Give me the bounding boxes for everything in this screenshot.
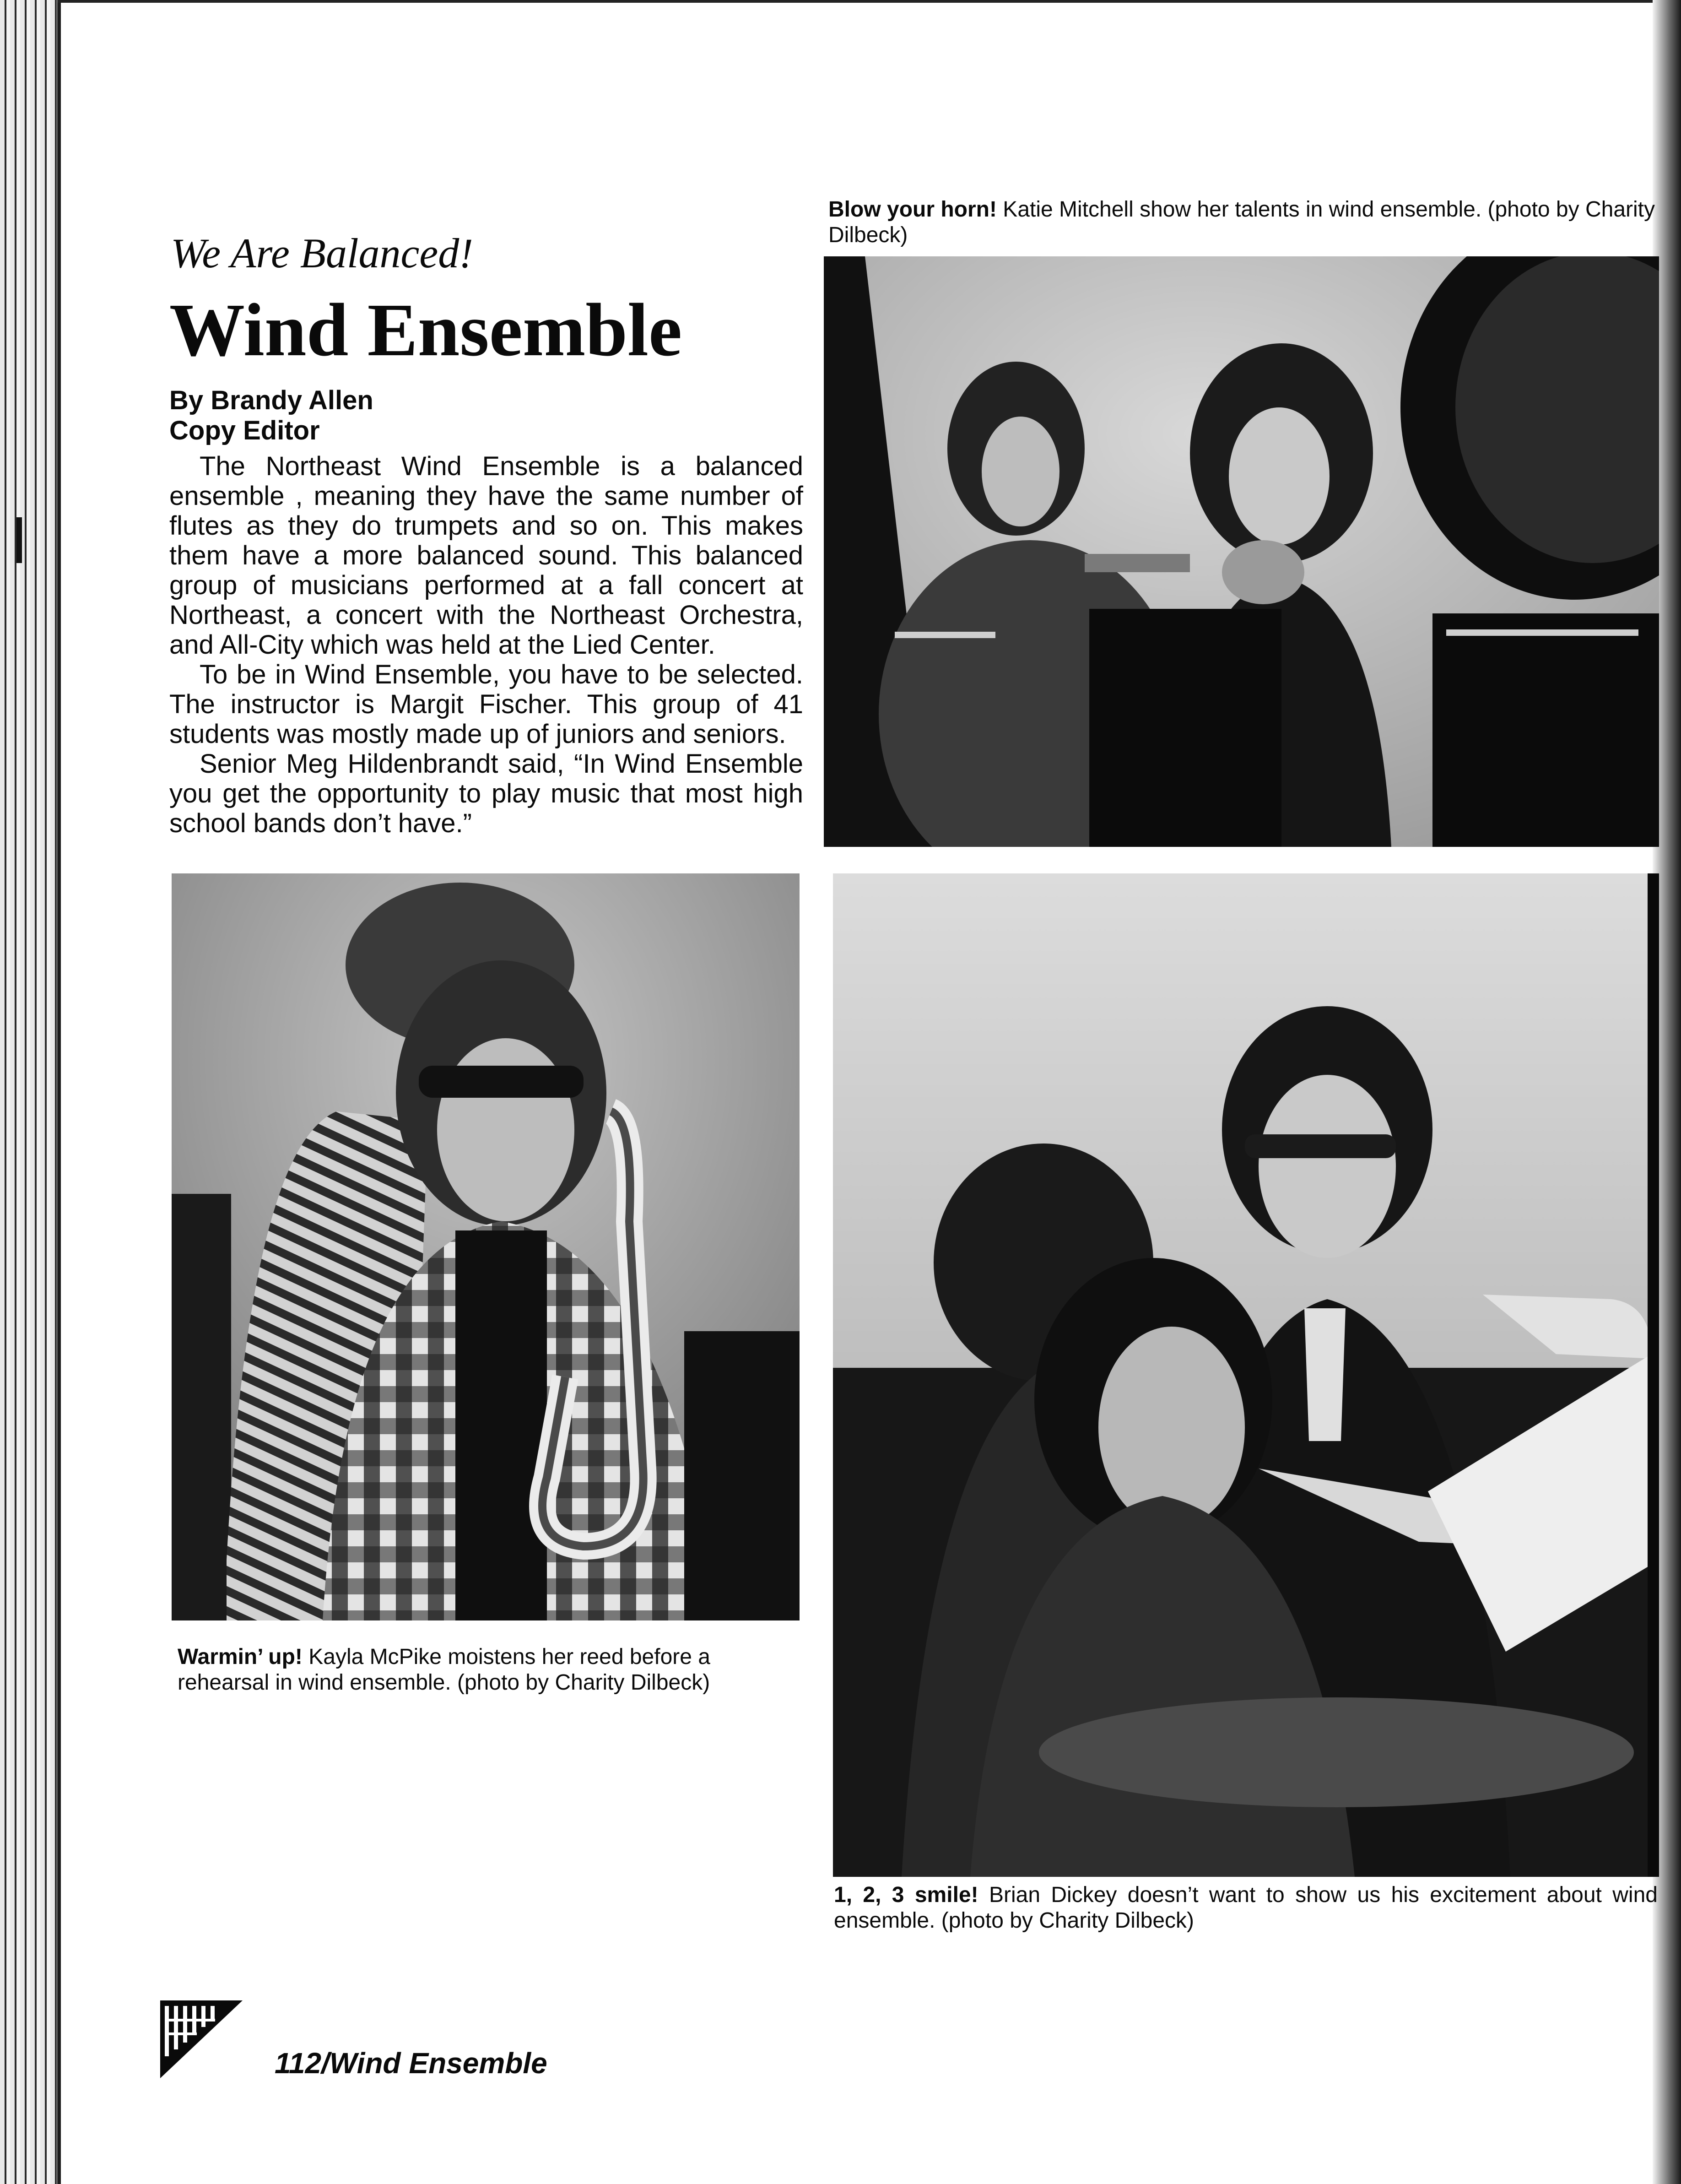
photo-trumpet-section — [833, 873, 1659, 1877]
binding-mark — [16, 517, 22, 563]
photo-trumpet-player — [824, 256, 1659, 847]
photo-saxophone-player — [172, 873, 800, 1620]
article-headline: Wind Ensemble — [169, 288, 682, 372]
caption-lead: 1, 2, 3 smile! — [834, 1883, 978, 1907]
caption-lead: Warmin’ up! — [178, 1645, 303, 1669]
caption-text: Katie Mitchell show her talents in wind ensemble. (photo by Charity Dilbeck) — [828, 197, 1655, 247]
body-paragraph: The Northeast Wind Ensemble is a balanced ensemble , meaning they have the same number of flutes as they do trumpets and so on. This makes them have a more balanced sound. This balanced group of musicians performed at a fall concert at Northeast, a concert with the Northeast Orchestra, and All-City which was held at the Lied Center. — [169, 451, 803, 660]
article-kicker: We Are Balanced! — [171, 230, 473, 276]
body-paragraph: Senior Meg Hildenbrandt said, “In Wind Ensemble you get the opportunity to play music that most high school bands don’t have.” — [169, 749, 803, 838]
top-rule — [57, 0, 1681, 3]
folio: 112/Wind Ensemble — [275, 2047, 547, 2080]
caption-text: Brian Dickey doesn’t want to show us his excitement about wind ensemble. (photo by Charity Dilbeck) — [834, 1883, 1658, 1933]
book-binding-edge — [0, 0, 61, 2184]
caption-text: Kayla McPike moistens her reed before a rehearsal in wind ensemble. (photo by Charity Dilbeck) — [178, 1645, 710, 1695]
byline — [169, 385, 373, 446]
article-body — [169, 451, 803, 838]
byline-author: By Brandy Allen — [169, 385, 373, 415]
caption-smile — [834, 1882, 1658, 1934]
caption-warmin-up — [178, 1644, 802, 1696]
caption-blow-your-horn — [828, 197, 1661, 248]
caption-lead: Blow your horn! — [828, 197, 997, 222]
folio-logo-icon — [160, 2000, 243, 2078]
body-paragraph: To be in Wind Ensemble, you have to be selected. The instructor is Margit Fischer. This group of 41 students was mostly made up of juniors and seniors. — [169, 660, 803, 749]
byline-role: Copy Editor — [169, 416, 320, 445]
